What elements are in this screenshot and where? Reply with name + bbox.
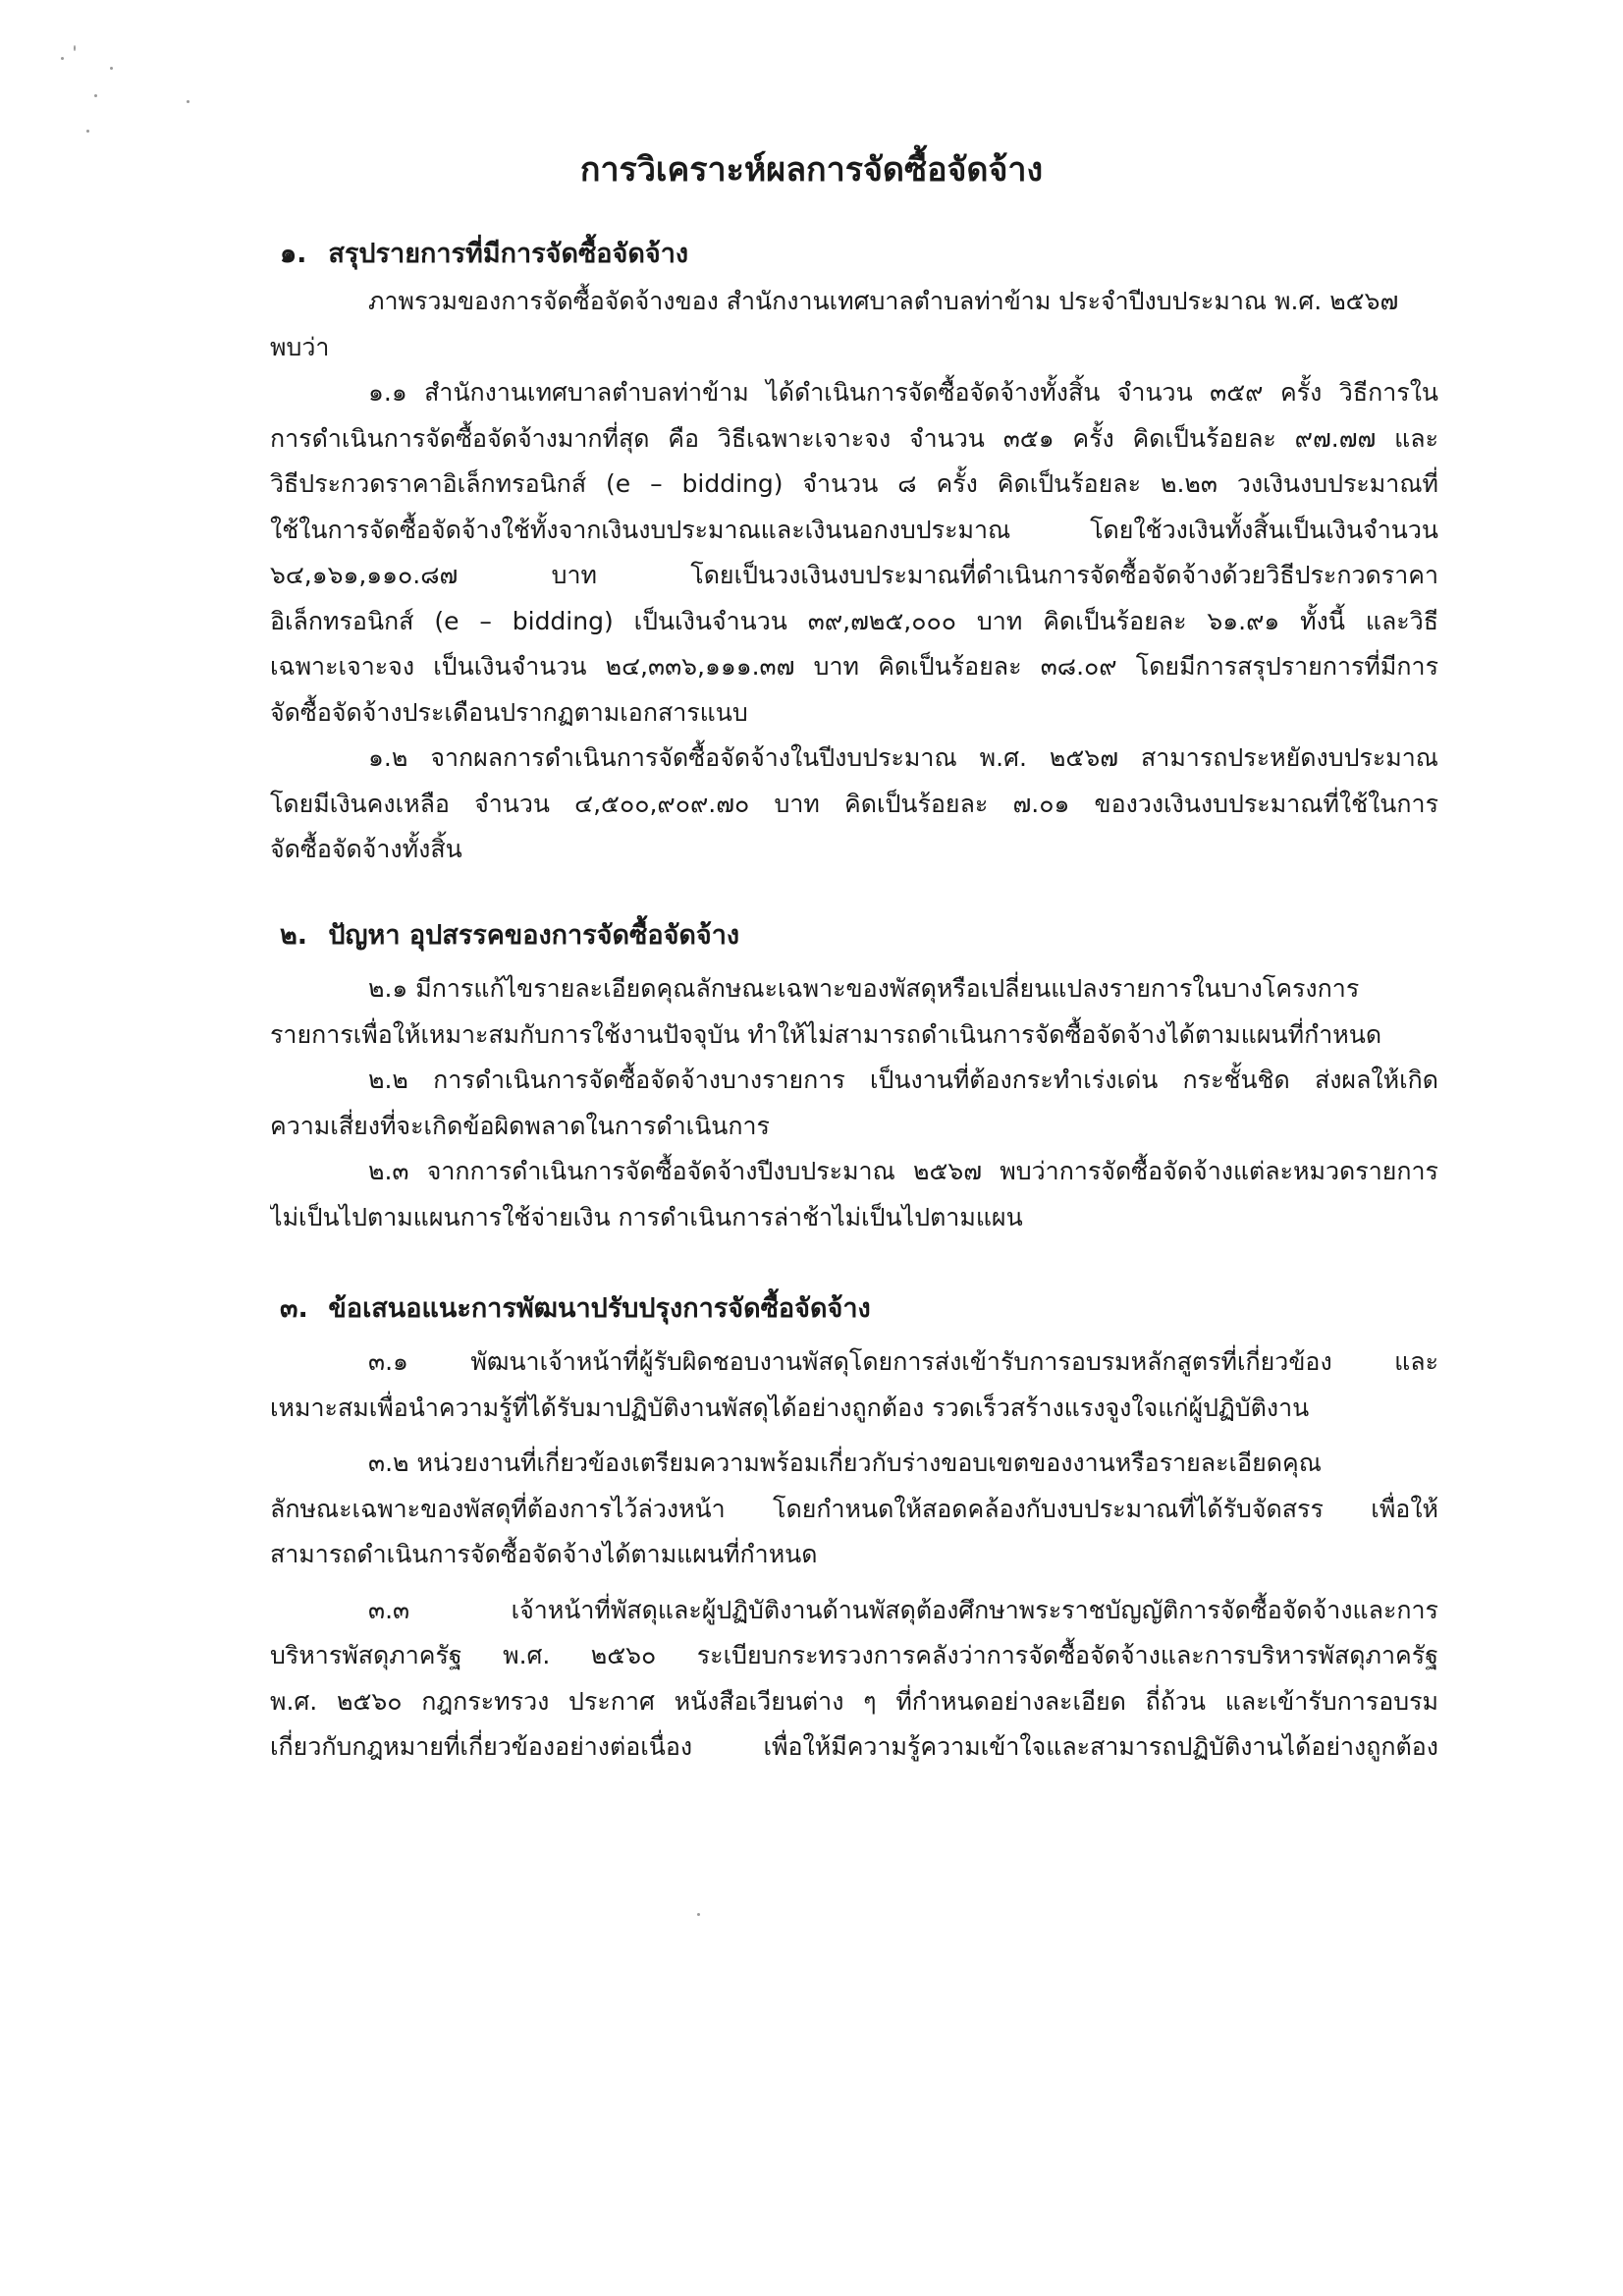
- scan-speck: [61, 57, 64, 60]
- paragraph-line: ๓.๓ เจ้าหน้าที่พัสดุและผู้ปฏิบัติงานด้านพัสดุต้องศึกษาพระราชบัญญัติการจัดซื้อจัดจ้างและการ: [368, 1595, 1438, 1624]
- document-title: การวิเคราะห์ผลการจัดซื้อจัดจ้าง: [579, 150, 1044, 190]
- paragraph-line: ไม่เป็นไปตามแผนการใช้จ่ายเงิน การดำเนินการล่าช้าไม่เป็นไปตามแผน: [270, 1202, 1023, 1231]
- paragraph-line: ๑.๑ สำนักงานเทศบาลตำบลท่าข้าม ได้ดำเนินการจัดซื้อจัดจ้างทั้งสิ้น จำนวน ๓๕๙ ครั้ง วิธีการใน: [368, 378, 1438, 407]
- paragraph-line: ความเสี่ยงที่จะเกิดข้อผิดพลาดในการดำเนินการ: [270, 1111, 770, 1140]
- paragraph-line: ภาพรวมของการจัดซื้อจัดจ้างของ สำนักงานเทศบาลตำบลท่าข้าม ประจำปีงบประมาณ พ.ศ. ๒๕๖๗: [368, 287, 1399, 315]
- paragraph-line: ลักษณะเฉพาะของพัสดุที่ต้องการไว้ล่วงหน้า โดยกำหนดให้สอดคล้องกับงบประมาณที่ได้รับจัดสรร เพื่อให้: [270, 1494, 1438, 1523]
- paragraph-line: อิเล็กทรอนิกส์ (e – bidding) เป็นเงินจำนวน ๓๙,๗๒๕,๐๐๐ บาท คิดเป็นร้อยละ ๖๑.๙๑ ทั้งนี้ และวิธี: [270, 606, 1438, 635]
- paragraph-line: เกี่ยวกับกฎหมายที่เกี่ยวข้องอย่างต่อเนื่อง เพื่อให้มีความรู้ความเข้าใจและสามารถปฏิบัติงานได้อย่างถูกต้อง: [270, 1732, 1438, 1761]
- section-1-body: [270, 279, 1438, 873]
- paragraph-line: ๖๔,๑๖๑,๑๑๐.๘๗ บาท โดยเป็นวงเงินงบประมาณที่ดำเนินการจัดซื้อจัดจ้างด้วยวิธีประกวดราคา: [270, 561, 1438, 589]
- paragraph-line: พบว่า: [270, 332, 330, 361]
- paragraph-line: เหมาะสมเพื่อนำความรู้ที่ได้รับมาปฏิบัติงานพัสดุได้อย่างถูกต้อง รวดเร็วสร้างแรงจูงใจแก่ผู้ปฏิบัติงาน: [270, 1393, 1310, 1422]
- section-2-title: ปัญหา อุปสรรคของการจัดซื้อจัดจ้าง: [328, 920, 740, 951]
- section-2-number: ๒.: [280, 920, 308, 951]
- section-2-body: [270, 966, 1438, 1240]
- paragraph-line: การดำเนินการจัดซื้อจัดจ้างมากที่สุด คือ วิธีเฉพาะเจาะจง จำนวน ๓๕๑ ครั้ง คิดเป็นร้อยละ ๙๗.๗๗ และ: [270, 423, 1438, 453]
- scan-speck: [94, 94, 97, 97]
- paragraph-line: วิธีประกวดราคาอิเล็กทรอนิกส์ (e – bidding) จำนวน ๘ ครั้ง คิดเป็นร้อยละ ๒.๒๓ วงเงินงบประมาณที่: [270, 469, 1438, 498]
- paragraph-line: ใช้ในการจัดซื้อจัดจ้างใช้ทั้งจากเงินงบประมาณและเงินนอกงบประมาณ โดยใช้วงเงินทั้งสิ้นเป็นเงินจำนวน: [270, 515, 1438, 544]
- paragraph-line: บริหารพัสดุภาครัฐ พ.ศ. ๒๕๖๐ ระเบียบกระทรวงการคลังว่าการจัดซื้อจัดจ้างและการบริหารพัสดุภาครัฐ: [270, 1641, 1438, 1669]
- paragraph-line: รายการเพื่อให้เหมาะสมกับการใช้งานปัจจุบัน ทำให้ไม่สามารถดำเนินการจัดซื้อจัดจ้างได้ตามแผนที่กำหนด: [270, 1019, 1382, 1049]
- paragraph-line: โดยมีเงินคงเหลือ จำนวน ๔,๕๐๐,๙๐๙.๗๐ บาท คิดเป็นร้อยละ ๗.๐๑ ของวงเงินงบประมาณที่ใช้ในการ: [270, 789, 1438, 818]
- paragraph-line: สามารถดำเนินการจัดซื้อจัดจ้างได้ตามแผนที่กำหนด: [270, 1540, 818, 1568]
- paragraph-line: พ.ศ. ๒๕๖๐ กฎกระทรวง ประกาศ หนังสือเวียนต่าง ๆ ที่กำหนดอย่างละเอียด ถี่ถ้วน และเข้ารับการอบรม: [270, 1686, 1438, 1716]
- paragraph-line: จัดซื้อจัดจ้างประเดือนปรากฏตามเอกสารแนบ: [270, 697, 748, 727]
- section-3-heading: [280, 1286, 871, 1332]
- section-1-heading: [280, 232, 688, 277]
- section-3-number: ๓.: [280, 1293, 308, 1324]
- paragraph-line: จัดซื้อจัดจ้างทั้งสิ้น: [270, 835, 462, 863]
- paragraph-line: ๒.๓ จากการดำเนินการจัดซื้อจัดจ้างปีงบประมาณ ๒๕๖๗ พบว่าการจัดซื้อจัดจ้างแต่ละหมวดรายการ: [368, 1157, 1438, 1185]
- scan-speck: [110, 67, 113, 70]
- scan-speck: [86, 130, 89, 133]
- paragraph-line: ๒.๑ มีการแก้ไขรายละเอียดคุณลักษณะเฉพาะของพัสดุหรือเปลี่ยนแปลงรายการในบางโครงการ: [368, 974, 1360, 1003]
- section-1-title: สรุปรายการที่มีการจัดซื้อจัดจ้าง: [328, 239, 689, 269]
- paragraph-line: เฉพาะเจาะจง เป็นเงินจำนวน ๒๔,๓๓๖,๑๑๑.๓๗ บาท คิดเป็นร้อยละ ๓๘.๐๙ โดยมีการสรุปรายการที่มีการ: [270, 652, 1438, 681]
- section-3-body: [270, 1339, 1438, 1771]
- paragraph-line: ๓.๒ หน่วยงานที่เกี่ยวข้องเตรียมความพร้อมเกี่ยวกับร่างขอบเขตของงานหรือรายละเอียดคุณ: [368, 1449, 1322, 1477]
- paragraph-line: ๒.๒ การดำเนินการจัดซื้อจัดจ้างบางรายการ เป็นงานที่ต้องกระทำเร่งเด่น กระชั้นชิด ส่งผลให้เกิด: [368, 1066, 1438, 1094]
- scan-speck: [697, 1913, 700, 1916]
- section-3-title: ข้อเสนอแนะการพัฒนาปรับปรุงการจัดซื้อจัดจ้าง: [328, 1293, 871, 1324]
- section-2-heading: [280, 913, 739, 958]
- paragraph-line: ๓.๑ พัฒนาเจ้าหน้าที่ผู้รับผิดชอบงานพัสดุโดยการส่งเข้ารับการอบรมหลักสูตรที่เกี่ยวข้อง และ: [368, 1347, 1438, 1376]
- scan-speck: [74, 45, 76, 51]
- scan-speck: [187, 100, 189, 103]
- paragraph-line: ๑.๒ จากผลการดำเนินการจัดซื้อจัดจ้างในปีงบประมาณ พ.ศ. ๒๕๖๗ สามารถประหยัดงบประมาณ: [368, 743, 1438, 772]
- section-1-number: ๑.: [280, 239, 307, 269]
